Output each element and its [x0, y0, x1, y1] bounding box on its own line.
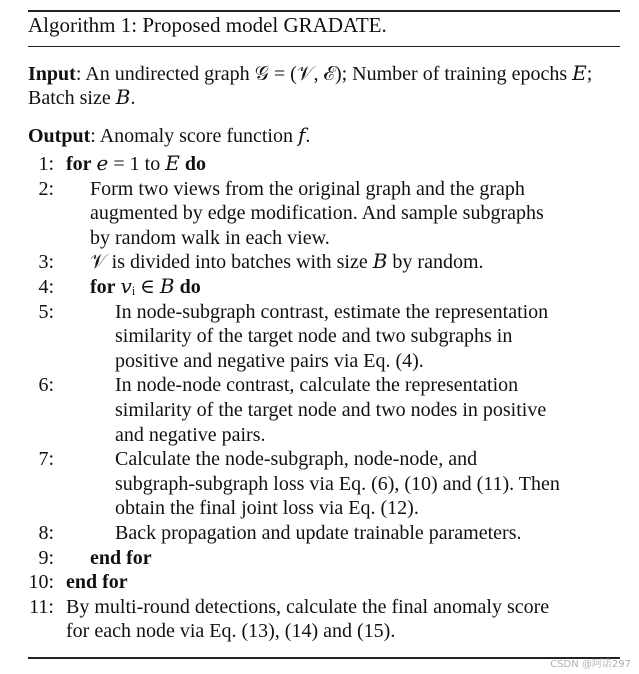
algorithm-title: Algorithm 1: Proposed model GRADATE. [28, 13, 387, 37]
top-rule [28, 10, 620, 12]
line-text: for each node via Eq. (13), (14) and (15). [66, 620, 396, 643]
line-text: Calculate the node-subgraph, node-node, and [115, 448, 478, 471]
input-paragraph [28, 62, 618, 110]
line-number: 10: [28, 571, 54, 594]
title-rule [28, 46, 620, 47]
line-text: end for [66, 571, 128, 594]
line-text: similarity of the target node and two subgraphs in [115, 325, 513, 348]
line-text: for 𝑣ᵢ ∈ 𝐵 do [90, 276, 201, 298]
line-number: 3: [38, 251, 54, 274]
output-paragraph [28, 124, 618, 148]
line-text: In node-node contrast, calculate the representation [115, 374, 519, 397]
line-number: 11: [29, 595, 54, 618]
line-text: positive and negative pairs via Eq. (4). [115, 349, 424, 372]
line-text: similarity of the target node and two nodes in positive [115, 399, 547, 421]
line-number: 7: [38, 448, 54, 471]
line-number: 1: [38, 153, 54, 175]
line-number: 5: [38, 300, 54, 323]
line-number: 4: [38, 276, 54, 298]
bottom-rule [28, 657, 620, 659]
line-text: for 𝑒 = 1 to 𝐸 do [66, 153, 206, 175]
line-text: Back propagation and update trainable parameters. [115, 522, 522, 544]
line-text: subgraph-subgraph loss via Eq. (6), (10) and (11). Then [115, 472, 560, 495]
line-text: obtain the final joint loss via Eq. (12). [115, 497, 419, 520]
output-text: : Anomaly score function 𝑓. [90, 125, 311, 147]
input-text: : An undirected graph 𝒢 = (𝒱, ℰ); Number of training epochs 𝐸; Batch size 𝐵. [28, 63, 593, 109]
line-number: 6: [38, 374, 54, 397]
input-label: Input [28, 63, 76, 85]
line-text: and negative pairs. [115, 423, 266, 446]
output-label: Output [28, 125, 91, 147]
line-number: 2: [38, 177, 54, 200]
line-text: 𝒱 is divided into batches with size 𝐵 by random. [90, 251, 484, 274]
line-text: augmented by edge modification. And sample subgraphs [90, 202, 544, 225]
line-text: by random walk in each view. [90, 226, 330, 249]
line-text: end for [90, 546, 152, 569]
line-number: 9: [38, 546, 54, 569]
line-number: 8: [38, 522, 54, 544]
watermark: CSDN @阿诺297 [550, 659, 631, 670]
line-text: By multi-round detections, calculate the final anomaly score [66, 595, 550, 618]
line-text: In node-subgraph contrast, estimate the representation [115, 300, 549, 323]
line-text: Form two views from the original graph and the graph [90, 177, 525, 200]
